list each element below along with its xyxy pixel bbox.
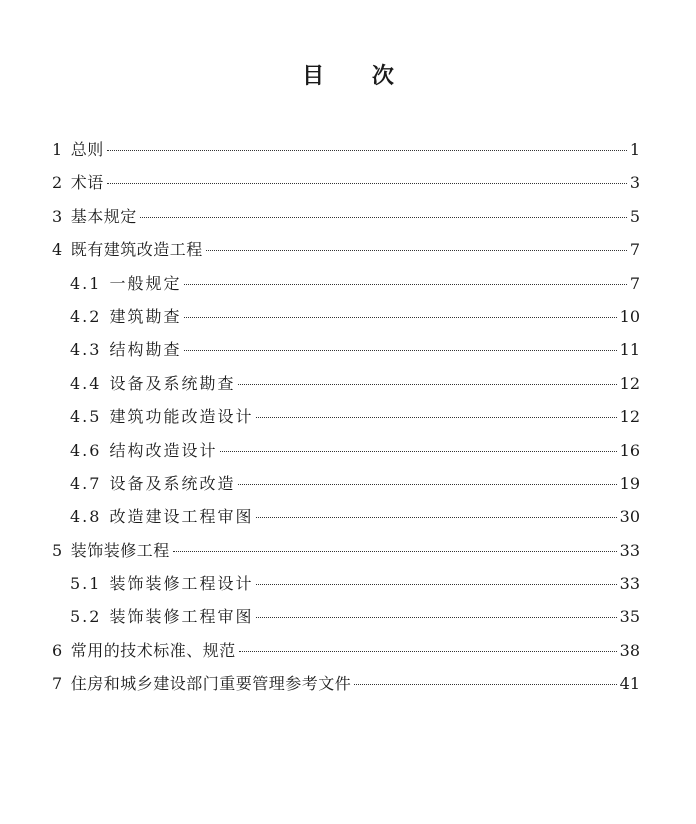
toc-entry-label bbox=[52, 534, 170, 567]
toc-dot-leader bbox=[256, 617, 616, 618]
toc-entry[interactable] bbox=[0, 467, 696, 500]
toc-entry-number: 4.1 bbox=[70, 273, 102, 293]
toc-entry[interactable] bbox=[0, 333, 696, 366]
toc-entry-title: 常用的技术标准、规范 bbox=[70, 640, 236, 660]
toc-entry-page-number: 38 bbox=[619, 640, 640, 660]
toc-dot-leader bbox=[184, 350, 616, 351]
toc-entry-page-number: 12 bbox=[619, 373, 640, 393]
toc-dot-leader bbox=[239, 651, 617, 652]
toc-entry[interactable] bbox=[0, 634, 696, 667]
toc-entry-number: 6 bbox=[52, 640, 63, 660]
toc-entry-number: 5.2 bbox=[70, 607, 102, 627]
toc-entry-page-number: 35 bbox=[619, 607, 640, 627]
toc-entry-page-number: 19 bbox=[619, 473, 640, 493]
toc-dot-leader bbox=[107, 150, 627, 151]
toc-entry-number: 4 bbox=[52, 240, 63, 260]
toc-entry-page-number: 41 bbox=[619, 674, 640, 694]
toc-entry-label bbox=[52, 166, 104, 199]
toc-entry-label bbox=[52, 133, 104, 166]
toc-title: 目 次 bbox=[302, 64, 414, 89]
toc-entry-number: 4.5 bbox=[70, 407, 102, 427]
toc-entry-title: 结构勘查 bbox=[109, 340, 182, 360]
toc-entry-title: 结构改造设计 bbox=[109, 440, 218, 460]
toc-entry[interactable] bbox=[0, 500, 696, 533]
toc-entry[interactable] bbox=[0, 600, 696, 633]
toc-dot-leader bbox=[206, 250, 627, 251]
toc-entry-title: 装饰装修工程审图 bbox=[109, 607, 254, 627]
toc-entry[interactable] bbox=[0, 667, 696, 700]
toc-entry[interactable] bbox=[0, 300, 696, 333]
toc-entry-label bbox=[70, 567, 253, 600]
toc-dot-leader bbox=[256, 517, 616, 518]
toc-entry-number: 2 bbox=[52, 173, 63, 193]
toc-entry-number: 1 bbox=[52, 140, 63, 159]
toc-entry-number: 4.7 bbox=[70, 473, 102, 493]
table-of-contents bbox=[0, 133, 696, 701]
toc-entry-label bbox=[52, 200, 137, 233]
toc-entry-title: 建筑功能改造设计 bbox=[109, 407, 254, 427]
toc-dot-leader bbox=[354, 684, 616, 685]
toc-dot-leader bbox=[256, 584, 616, 585]
toc-entry[interactable] bbox=[0, 434, 696, 467]
toc-entry-number: 4.8 bbox=[70, 507, 102, 527]
toc-entry-page-number: 12 bbox=[619, 407, 640, 427]
toc-dot-leader bbox=[184, 317, 616, 318]
toc-entry-title: 建筑勘查 bbox=[109, 306, 182, 326]
toc-entry-page-number: 33 bbox=[619, 574, 640, 594]
toc-entry-title: 住房和城乡建设部门重要管理参考文件 bbox=[70, 674, 352, 694]
toc-entry-label bbox=[70, 400, 253, 433]
toc-entry-label bbox=[70, 300, 181, 333]
toc-entry-label bbox=[70, 500, 253, 533]
toc-entry-number: 4.4 bbox=[70, 373, 102, 393]
toc-entry-page-number: 11 bbox=[619, 340, 640, 360]
toc-entry-page-number: 7 bbox=[629, 240, 640, 260]
toc-dot-leader bbox=[173, 551, 617, 552]
toc-entry-label bbox=[52, 233, 203, 266]
toc-entry-number: 3 bbox=[52, 206, 63, 226]
toc-entry-page-number: 1 bbox=[629, 140, 640, 159]
toc-entry-label bbox=[70, 367, 235, 400]
toc-entry-page-number: 10 bbox=[619, 306, 640, 326]
toc-entry-number: 7 bbox=[52, 674, 63, 694]
toc-dot-leader bbox=[256, 417, 616, 418]
toc-dot-leader bbox=[238, 484, 616, 485]
toc-entry-title: 基本规定 bbox=[70, 206, 137, 226]
toc-entry[interactable] bbox=[0, 200, 696, 233]
toc-entry-title: 既有建筑改造工程 bbox=[70, 240, 203, 260]
toc-entry-number: 5 bbox=[52, 540, 63, 560]
toc-entry-title: 装饰装修工程设计 bbox=[109, 574, 254, 594]
toc-entry-title: 装饰装修工程 bbox=[70, 540, 170, 560]
toc-entry[interactable] bbox=[0, 166, 696, 199]
toc-entry[interactable] bbox=[0, 133, 696, 166]
toc-entry-page-number: 30 bbox=[619, 507, 640, 527]
toc-entry[interactable] bbox=[0, 567, 696, 600]
toc-entry-page-number: 7 bbox=[629, 273, 640, 293]
toc-entry[interactable] bbox=[0, 233, 696, 266]
toc-entry-label bbox=[52, 667, 351, 700]
toc-entry[interactable] bbox=[0, 534, 696, 567]
toc-entry-label bbox=[70, 333, 181, 366]
toc-entry-title: 总则 bbox=[70, 140, 104, 159]
toc-entry-title: 一般规定 bbox=[109, 273, 182, 293]
toc-entry[interactable] bbox=[0, 367, 696, 400]
toc-entry-title: 术语 bbox=[70, 173, 104, 193]
toc-entry-page-number: 5 bbox=[629, 206, 640, 226]
toc-entry-page-number: 33 bbox=[619, 540, 640, 560]
toc-entry[interactable] bbox=[0, 267, 696, 300]
toc-entry-label bbox=[70, 467, 235, 500]
toc-entry-number: 5.1 bbox=[70, 574, 102, 594]
toc-entry-number: 4.2 bbox=[70, 306, 102, 326]
toc-entry[interactable] bbox=[0, 400, 696, 433]
toc-entry-label bbox=[52, 634, 236, 667]
toc-entry-title: 设备及系统改造 bbox=[109, 473, 236, 493]
toc-entry-number: 4.6 bbox=[70, 440, 102, 460]
toc-dot-leader bbox=[140, 217, 627, 218]
toc-entry-page-number: 16 bbox=[619, 440, 640, 460]
toc-dot-leader bbox=[184, 284, 626, 285]
toc-dot-leader bbox=[220, 451, 616, 452]
toc-entry-title: 改造建设工程审图 bbox=[109, 507, 254, 527]
toc-entry-page-number: 3 bbox=[629, 173, 640, 193]
toc-dot-leader bbox=[238, 384, 616, 385]
toc-entry-label bbox=[70, 434, 217, 467]
toc-dot-leader bbox=[107, 183, 627, 184]
toc-entry-label bbox=[70, 600, 253, 633]
toc-entry-title: 设备及系统勘查 bbox=[109, 373, 236, 393]
toc-entry-number: 4.3 bbox=[70, 340, 102, 360]
toc-entry-label bbox=[70, 267, 181, 300]
